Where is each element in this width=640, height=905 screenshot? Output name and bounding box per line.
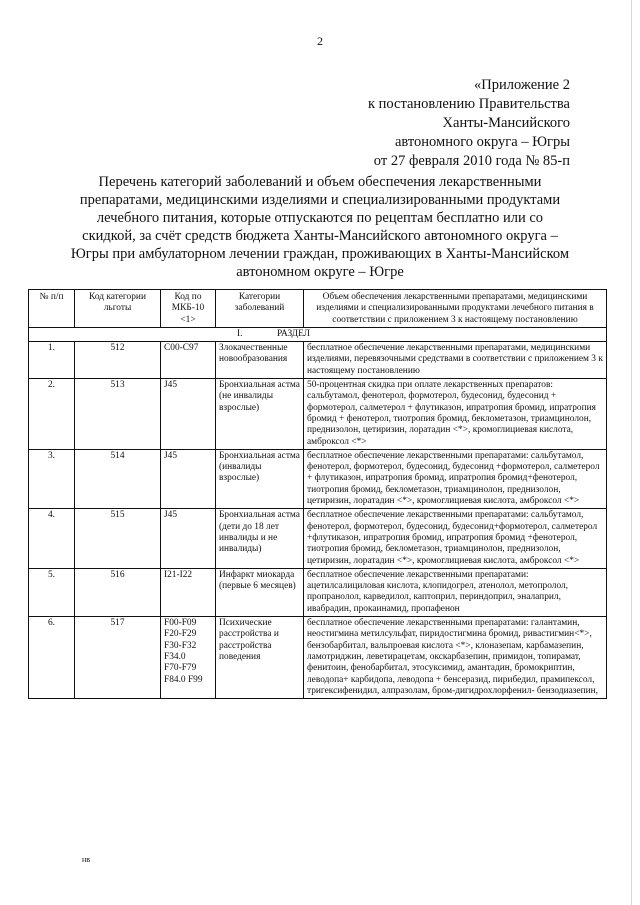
section-roman: I.: [237, 328, 243, 339]
header-provision-scope: Объем обеспечения лекарственными препаратами, медицинскими изделиями и специализированными продуктами лечебного питания в соответствии с приложением 3 к настоящему постановлению: [304, 290, 607, 328]
table-row: [29, 509, 607, 568]
row-mkb-codes: [161, 509, 216, 568]
mkb-code: F20-F29: [164, 629, 197, 640]
row-category-code: 516: [75, 568, 161, 616]
appendix-line: Ханты-Мансийского: [442, 115, 570, 131]
row-disease-category: Бронхиальная астма (инвалиды взрослые): [216, 449, 304, 508]
title-line: Югры при амбулаторном лечении граждан, проживающих в Ханты-Мансийском: [70, 246, 570, 262]
row-num: 4.: [29, 509, 75, 568]
row-num: 6.: [29, 617, 75, 699]
header-num: № п/п: [29, 290, 75, 328]
title-line: Перечень категорий заболеваний и объем обеспечения лекарственными: [98, 174, 542, 190]
disease-category-table: [28, 289, 607, 699]
row-mkb-codes: [161, 449, 216, 508]
table-row: [29, 379, 607, 450]
row-provision-scope: бесплатное обеспечение лекарственными препаратами: сальбутамол, фенотерол, формотерол, будесонид, будесонид+формотерол, салметерол +флутиказон, ипратропия бромид, ипратропия бромид +фенотерол, тиотропия бромид, беклометазон, триамцинолон, преднизолон, цетиризин, лоратадин <*>, кромоглициевая кислота, амброксол <*>: [304, 509, 607, 568]
section-cell: [29, 327, 607, 341]
page-edge-line: [631, 0, 632, 905]
appendix-header: [270, 76, 570, 171]
mkb-code: J45: [164, 510, 178, 521]
table-header-row: [29, 290, 607, 328]
table-row: [29, 342, 607, 379]
mkb-code: F00-F09: [164, 618, 197, 629]
mkb-code: I21-I22: [164, 569, 193, 580]
mkb-code: С00-С97: [164, 343, 199, 354]
title-line: скидкой, за счёт средств бюджета Ханты-Мансийского автономного округа –: [82, 228, 558, 244]
row-num: 5.: [29, 568, 75, 616]
header-mkb-code: Код по МКБ-10 <1>: [161, 290, 216, 328]
title-line: препаратами, медицинскими изделиями и специализированными продуктами: [79, 192, 561, 208]
title-line: лечебного питания, которые отпускаются по рецептам бесплатно или со: [96, 210, 544, 226]
appendix-line: «Приложение 2: [474, 77, 570, 93]
row-disease-category: Бронхиальная астма (дети до 18 лет инвалиды и не инвалиды): [216, 509, 304, 568]
row-num: 1.: [29, 342, 75, 379]
page-number: 2: [317, 34, 323, 48]
title-line: автономном округе – Югре: [236, 264, 404, 280]
header-disease-category: Категории заболеваний: [216, 290, 304, 328]
section-row: [29, 327, 607, 341]
row-provision-scope: бесплатное обеспечение лекарственными препаратами: ацетилсалициловая кислота, клопидогрел, атенолол, метопролол, пропранолол, карведилол, каптоприл, периндоприл, эналаприл, ивабрадин, прокаинамид, пропафенон: [304, 568, 607, 616]
section-label: РАЗДЕЛ: [277, 328, 311, 339]
mkb-code: F70-F79: [164, 663, 197, 674]
row-category-code: 515: [75, 509, 161, 568]
row-mkb-codes: [161, 617, 216, 699]
mkb-code: J45: [164, 380, 178, 391]
row-provision-scope: бесплатное обеспечение лекарственными препаратами: сальбутамол, фенотерол, формотерол, будесонид, будесонид +формотерол, салметерол + флутиказон, ипратропия бромид, ипратропия бромид+фенотерол, тиотропия бромид, беклометазон, триамцинолон, преднизолон, цетиризин, лоратадин <*>, кромоглициевая кислота, амброксол <*>: [304, 449, 607, 508]
mkb-code: J45: [164, 450, 178, 461]
row-category-code: 512: [75, 342, 161, 379]
row-category-code: 517: [75, 617, 161, 699]
table-row: [29, 568, 607, 616]
footer-mark: нв: [82, 855, 91, 864]
row-disease-category: Злокачественные новообразования: [216, 342, 304, 379]
row-mkb-codes: [161, 342, 216, 379]
row-category-code: 513: [75, 379, 161, 450]
appendix-line: автономного округа – Югры: [394, 134, 570, 150]
mkb-code: F84.0 F99: [164, 674, 203, 685]
document-title: [62, 173, 578, 281]
appendix-line: к постановлению Правительства: [368, 96, 570, 112]
header-category-code: Код категории льготы: [75, 290, 161, 328]
row-num: 3.: [29, 449, 75, 508]
row-category-code: 514: [75, 449, 161, 508]
mkb-code: F34.0: [164, 651, 186, 662]
row-disease-category: Инфаркт миокарда (первые 6 месяцев): [216, 568, 304, 616]
row-mkb-codes: [161, 568, 216, 616]
row-disease-category: Бронхиальная астма (не инвалиды взрослые): [216, 379, 304, 450]
row-num: 2.: [29, 379, 75, 450]
row-provision-scope: бесплатное обеспечение лекарственными препаратами, медицинскими изделиями, перевязочными средствами в соответствии с приложением 3 к настоящему постановлению: [304, 342, 607, 379]
row-provision-scope: 50-процентная скидка при оплате лекарственных препаратов: сальбутамол, фенотерол, формотерол, будесонид, будесонид + формотерол, салметерол + флутиказон, ипратропия бромид, ипратропия бромид + фенотерол, тиотропия бромид, беклометазон, триамцинолон, преднизолон, цетиризин, лоратадин <*>, кромоглициевая кислота, амброксол <*>: [304, 379, 607, 450]
table-row: [29, 617, 607, 699]
row-provision-scope: бесплатное обеспечение лекарственными препаратами: галантамин, неостигмина метилсульфат, пиридостигмина бромид, ривастигмин<*>, бензобарбитал, вальпроевая кислота <*>, клоназепам, карбамазепин, ламотриджин, леветирацетам, окскарбазепин, примидон, топирамат, фенитоин, фенобарбитал, этосуксимид, амантадин, бромокриптин, леводопа+ карбидопа, леводопа + бенсеразид, пирибедил, прамипексол, тригексифенидил, алпразолам, бром-дигидрохлорфенил- бензодиазепин,: [304, 617, 607, 699]
mkb-code: F30-F32: [164, 640, 197, 651]
appendix-line: от 27 февраля 2010 года № 85-п: [373, 153, 570, 169]
row-mkb-codes: [161, 379, 216, 450]
row-disease-category: Психические расстройства и расстройства поведения: [216, 617, 304, 699]
table-row: [29, 449, 607, 508]
